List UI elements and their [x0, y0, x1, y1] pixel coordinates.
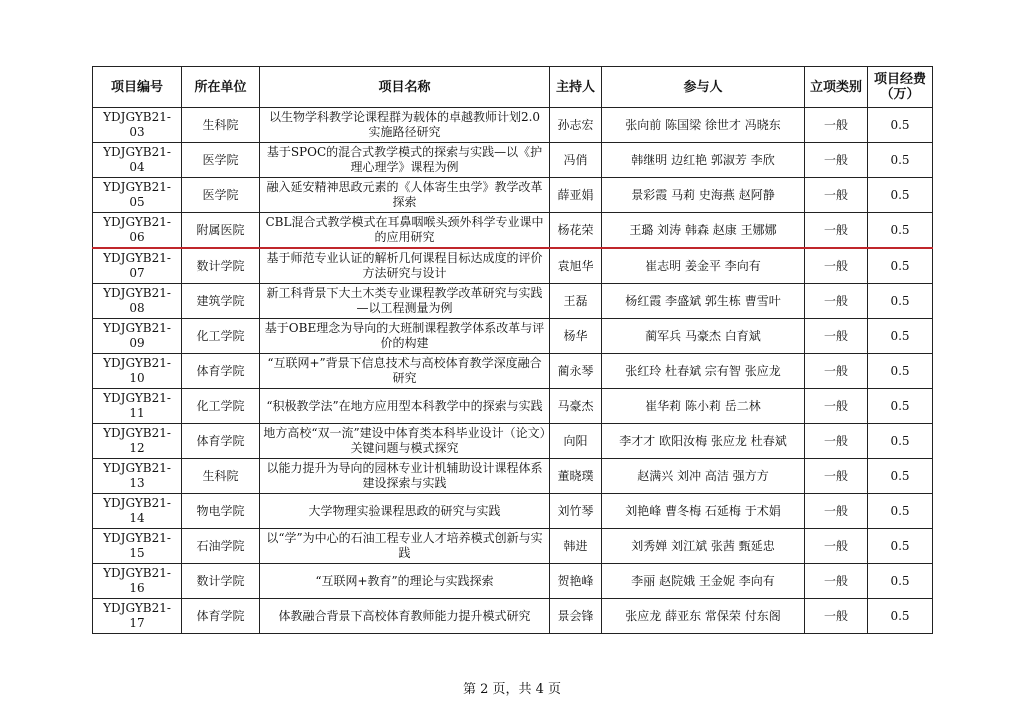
category-cell: 一般 — [805, 564, 868, 599]
project-name-cell: 以生物学科教学论课程群为载体的卓越教师计划2.0实施路径研究 — [260, 108, 550, 143]
unit-cell: 生科院 — [182, 108, 260, 143]
project-code-cell: YDJGYB21-09 — [93, 319, 182, 354]
project-name-cell: CBL混合式教学模式在耳鼻咽喉头颈外科学专业课中的应用研究 — [260, 213, 550, 249]
fund-cell: 0.5 — [868, 284, 933, 319]
category-cell: 一般 — [805, 319, 868, 354]
fund-cell: 0.5 — [868, 213, 933, 249]
participants-cell: 张应龙 薛亚东 常保荣 付东阁 — [602, 599, 805, 634]
project-code-cell: YDJGYB21-12 — [93, 424, 182, 459]
project-code-cell: YDJGYB21-15 — [93, 529, 182, 564]
table-row — [93, 143, 933, 178]
host-cell: 贺艳峰 — [550, 564, 602, 599]
fund-cell: 0.5 — [868, 389, 933, 424]
category-cell: 一般 — [805, 599, 868, 634]
project-code-cell: YDJGYB21-05 — [93, 178, 182, 213]
project-code-cell: YDJGYB21-11 — [93, 389, 182, 424]
header-fund: 项目经费（万） — [868, 67, 933, 108]
host-cell: 景会锋 — [550, 599, 602, 634]
header-host: 主持人 — [550, 67, 602, 108]
project-code-cell: YDJGYB21-17 — [93, 599, 182, 634]
table-row — [93, 213, 933, 249]
project-code-cell: YDJGYB21-10 — [93, 354, 182, 389]
table-row — [93, 459, 933, 494]
fund-cell: 0.5 — [868, 564, 933, 599]
host-cell: 薛亚娟 — [550, 178, 602, 213]
participants-cell: 景彩霞 马莉 史海燕 赵阿静 — [602, 178, 805, 213]
unit-cell: 化工学院 — [182, 319, 260, 354]
project-name-cell: “积极教学法”在地方应用型本科教学中的探索与实践 — [260, 389, 550, 424]
table-row — [93, 529, 933, 564]
unit-cell: 医学院 — [182, 178, 260, 213]
table-row — [93, 389, 933, 424]
fund-cell: 0.5 — [868, 459, 933, 494]
project-name-cell: 以能力提升为导向的园林专业计机辅助设计课程体系建设探索与实践 — [260, 459, 550, 494]
project-code-cell: YDJGYB21-08 — [93, 284, 182, 319]
category-cell: 一般 — [805, 424, 868, 459]
fund-cell: 0.5 — [868, 599, 933, 634]
project-code-cell: YDJGYB21-14 — [93, 494, 182, 529]
project-code-cell: YDJGYB21-06 — [93, 213, 182, 249]
category-cell: 一般 — [805, 108, 868, 143]
table-row — [93, 564, 933, 599]
fund-cell: 0.5 — [868, 529, 933, 564]
participants-cell: 李才才 欧阳汝梅 张应龙 杜春斌 — [602, 424, 805, 459]
category-cell: 一般 — [805, 389, 868, 424]
project-code-cell: YDJGYB21-13 — [93, 459, 182, 494]
host-cell: 孙志宏 — [550, 108, 602, 143]
unit-cell: 体育学院 — [182, 599, 260, 634]
host-cell: 王磊 — [550, 284, 602, 319]
unit-cell: 物电学院 — [182, 494, 260, 529]
unit-cell: 化工学院 — [182, 389, 260, 424]
participants-cell: 刘艳峰 曹冬梅 石延梅 于术娟 — [602, 494, 805, 529]
participants-cell: 韩继明 边红艳 郭淑芳 李欣 — [602, 143, 805, 178]
project-name-cell: “互联网+”背景下信息技术与高校体育教学深度融合研究 — [260, 354, 550, 389]
header-participants: 参与人 — [602, 67, 805, 108]
project-name-cell: 基于SPOC的混合式教学模式的探索与实践—以《护理心理学》课程为例 — [260, 143, 550, 178]
category-cell: 一般 — [805, 143, 868, 178]
fund-cell: 0.5 — [868, 494, 933, 529]
table-row — [93, 354, 933, 389]
participants-cell: 崔志明 姜金平 李向有 — [602, 248, 805, 284]
category-cell: 一般 — [805, 354, 868, 389]
unit-cell: 体育学院 — [182, 424, 260, 459]
category-cell: 一般 — [805, 284, 868, 319]
projects-table — [92, 66, 933, 634]
table-row — [93, 319, 933, 354]
category-cell: 一般 — [805, 248, 868, 284]
header-project-code: 项目编号 — [93, 67, 182, 108]
host-cell: 向阳 — [550, 424, 602, 459]
header-category: 立项类别 — [805, 67, 868, 108]
participants-cell: 杨红霞 李盛斌 郭生栋 曹雪叶 — [602, 284, 805, 319]
fund-cell: 0.5 — [868, 108, 933, 143]
header-unit: 所在单位 — [182, 67, 260, 108]
host-cell: 杨花荣 — [550, 213, 602, 249]
host-cell: 韩进 — [550, 529, 602, 564]
host-cell: 董晓璞 — [550, 459, 602, 494]
participants-cell: 王璐 刘涛 韩森 赵康 王娜娜 — [602, 213, 805, 249]
project-code-cell: YDJGYB21-16 — [93, 564, 182, 599]
participants-cell: 崔华莉 陈小莉 岳二林 — [602, 389, 805, 424]
table-row — [93, 599, 933, 634]
fund-cell: 0.5 — [868, 143, 933, 178]
unit-cell: 数计学院 — [182, 248, 260, 284]
unit-cell: 附属医院 — [182, 213, 260, 249]
unit-cell: 体育学院 — [182, 354, 260, 389]
category-cell: 一般 — [805, 494, 868, 529]
fund-cell: 0.5 — [868, 248, 933, 284]
project-name-cell: 地方高校“双一流”建设中体育类本科毕业设计（论文）关键问题与模式探究 — [260, 424, 550, 459]
project-code-cell: YDJGYB21-07 — [93, 248, 182, 284]
unit-cell: 建筑学院 — [182, 284, 260, 319]
table-row — [93, 248, 933, 284]
project-code-cell: YDJGYB21-04 — [93, 143, 182, 178]
host-cell: 杨华 — [550, 319, 602, 354]
page-footer: 第 2 页，共 4 页 — [462, 682, 562, 697]
fund-cell: 0.5 — [868, 178, 933, 213]
project-name-cell: 体教融合背景下高校体育教师能力提升模式研究 — [260, 599, 550, 634]
category-cell: 一般 — [805, 529, 868, 564]
project-name-cell: “互联网+教育”的理论与实践探索 — [260, 564, 550, 599]
project-name-cell: 大学物理实验课程思政的研究与实践 — [260, 494, 550, 529]
fund-cell: 0.5 — [868, 354, 933, 389]
project-name-cell: 融入延安精神思政元素的《人体寄生虫学》教学改革探索 — [260, 178, 550, 213]
unit-cell: 生科院 — [182, 459, 260, 494]
unit-cell: 石油学院 — [182, 529, 260, 564]
table-row — [93, 284, 933, 319]
project-name-cell: 新工科背景下大土木类专业课程教学改革研究与实践—以工程测量为例 — [260, 284, 550, 319]
category-cell: 一般 — [805, 459, 868, 494]
project-name-cell: 基于师范专业认证的解析几何课程目标达成度的评价方法研究与设计 — [260, 248, 550, 284]
participants-cell: 刘秀婵 刘江斌 张茜 甄延忠 — [602, 529, 805, 564]
participants-cell: 张红玲 杜春斌 宗有智 张应龙 — [602, 354, 805, 389]
category-cell: 一般 — [805, 178, 868, 213]
project-name-cell: 以“学”为中心的石油工程专业人才培养模式创新与实践 — [260, 529, 550, 564]
participants-cell: 蔺军兵 马豪杰 白育斌 — [602, 319, 805, 354]
project-name-cell: 基于OBE理念为导向的大班制课程教学体系改革与评价的构建 — [260, 319, 550, 354]
table-row — [93, 108, 933, 143]
unit-cell: 数计学院 — [182, 564, 260, 599]
project-code-cell: YDJGYB21-03 — [93, 108, 182, 143]
participants-cell: 张向前 陈国梁 徐世才 冯晓东 — [602, 108, 805, 143]
category-cell: 一般 — [805, 213, 868, 249]
participants-cell: 赵满兴 刘冲 高洁 强方方 — [602, 459, 805, 494]
table-row — [93, 178, 933, 213]
fund-cell: 0.5 — [868, 319, 933, 354]
table-row — [93, 424, 933, 459]
host-cell: 蔺永琴 — [550, 354, 602, 389]
header-project-name: 项目名称 — [260, 67, 550, 108]
host-cell: 刘竹琴 — [550, 494, 602, 529]
host-cell: 马豪杰 — [550, 389, 602, 424]
fund-cell: 0.5 — [868, 424, 933, 459]
participants-cell: 李丽 赵院娥 王金妮 李向有 — [602, 564, 805, 599]
table-row — [93, 494, 933, 529]
unit-cell: 医学院 — [182, 143, 260, 178]
host-cell: 袁旭华 — [550, 248, 602, 284]
table-header-row — [93, 67, 933, 108]
host-cell: 冯俏 — [550, 143, 602, 178]
